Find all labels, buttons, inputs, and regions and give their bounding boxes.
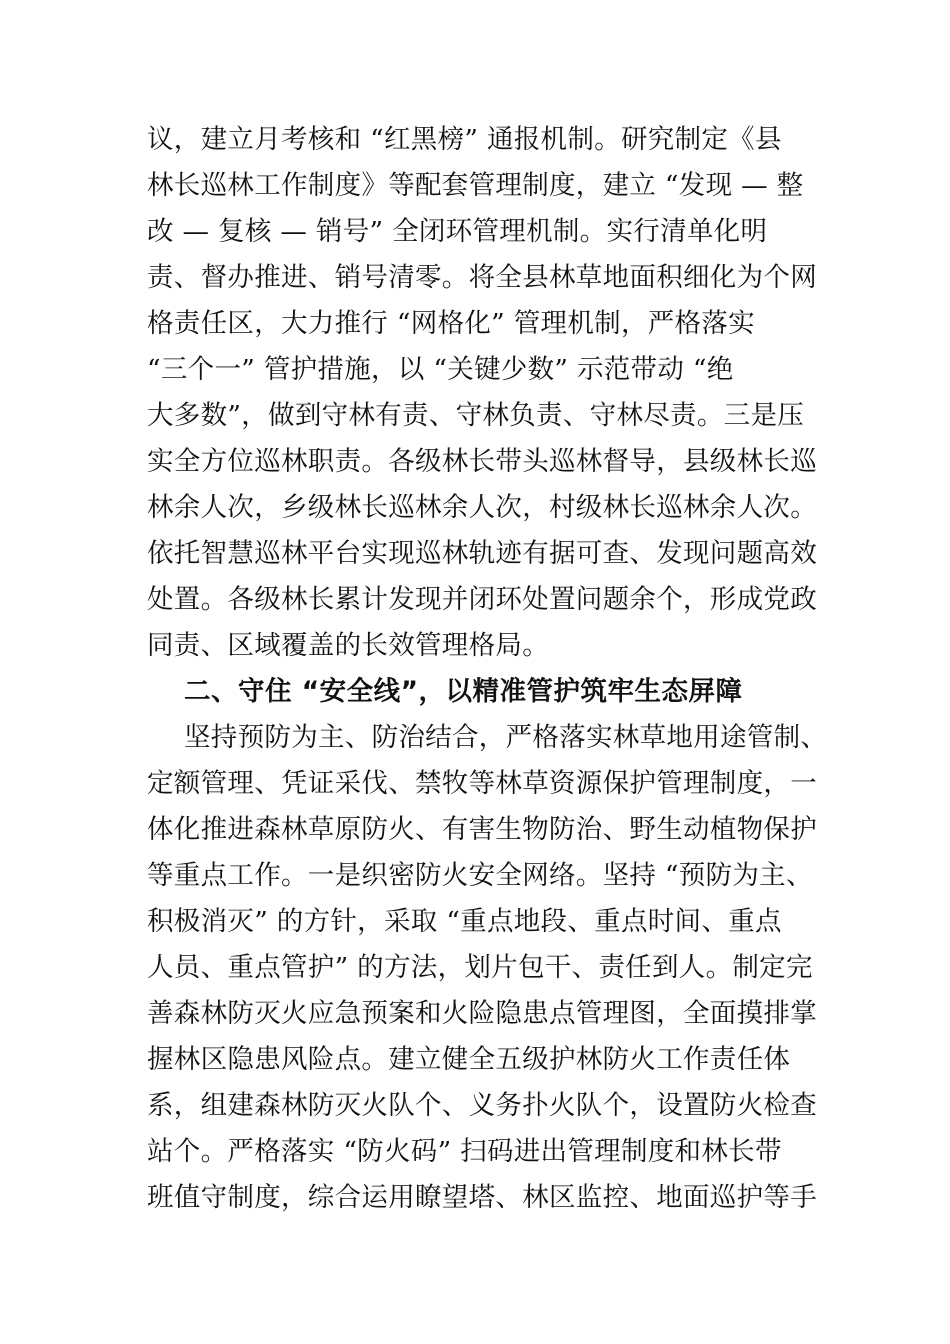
paragraph-line: 定额管理、凭证采伐、禁牧等林草资源保护管理制度，一	[147, 768, 817, 799]
paragraph-line: 站个。严格落实 “防火码” 扫码进出管理制度和林长带	[147, 1136, 782, 1167]
section-heading: 二、守住 “安全线”，以精准管护筑牢生态屏障	[184, 676, 743, 707]
paragraph-line: 大多数”，做到守林有责、守林负责、守林尽责。三是压	[147, 400, 805, 431]
paragraph-line: 体化推进森林草原防火、有害生物防治、野生动植物保护	[147, 814, 817, 845]
paragraph-line: 实全方位巡林职责。各级林长带头巡林督导，县级林长巡	[147, 446, 817, 477]
paragraph-line: 处置。各级林长累计发现并闭环处置问题余个，形成党政	[147, 584, 817, 615]
paragraph-line: 议，建立月考核和 “红黑榜” 通报机制。研究制定《县	[147, 124, 782, 155]
paragraph-line: 依托智慧巡林平台实现巡林轨迹有据可查、发现问题高效	[147, 538, 817, 569]
paragraph-line: 改 — 复核 — 销号” 全闭环管理机制。实行清单化明	[147, 216, 768, 247]
paragraph-line: 系，组建森林防灭火队个、义务扑火队个，设置防火检查	[147, 1090, 817, 1121]
paragraph-line: 格责任区，大力推行 “网格化” 管理机制，严格落实	[147, 308, 755, 339]
paragraph-line: 班值守制度，综合运用瞭望塔、林区监控、地面巡护等手	[147, 1182, 817, 1213]
paragraph-line: 积极消灭” 的方针，采取 “重点地段、重点时间、重点	[147, 906, 782, 937]
paragraph-line: “三个一” 管护措施，以 “关键少数” 示范带动 “绝	[147, 354, 734, 385]
paragraph-line: 人员、重点管护” 的方法，划片包干、责任到人。制定完	[147, 952, 813, 983]
paragraph-line: 握林区隐患风险点。建立健全五级护林防火工作责任体	[147, 1044, 791, 1075]
paragraph-line: 林长巡林工作制度》等配套管理制度，建立 “发现 — 整	[147, 170, 804, 201]
paragraph-line: 善森林防灭火应急预案和火险隐患点管理图，全面摸排掌	[147, 998, 817, 1029]
paragraph-line: 责、督办推进、销号清零。将全县林草地面积细化为个网	[147, 262, 817, 293]
paragraph-line: 等重点工作。一是织密防火安全网络。坚持 “预防为主、	[147, 860, 813, 891]
paragraph-line: 林余人次，乡级林长巡林余人次，村级林长巡林余人次。	[147, 492, 817, 523]
paragraph-line: 坚持预防为主、防治结合，严格落实林草地用途管制、	[184, 722, 828, 753]
paragraph-line: 同责、区域覆盖的长效管理格局。	[147, 630, 549, 661]
